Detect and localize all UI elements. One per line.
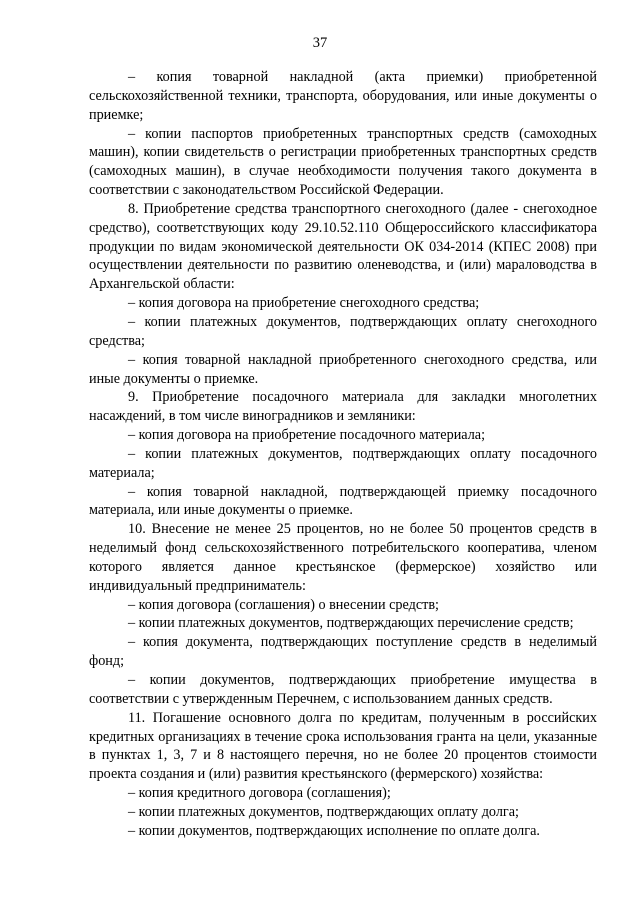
paragraph-item-planting-invoice: – копия товарной накладной, подтверждающей приемку посадочного материала, или иные документы о приемке.	[89, 483, 597, 519]
paragraph-section-8: 8. Приобретение средства транспортного снегоходного (далее - снегоходное средство), соответствующих коду 29.10.52.110 Общероссийского классификатора продукции по видам экономической деятельности ОК 034-2014 (КПЕС 2008) при осуществлении деятельности по развитию оленеводства, и (или) мараловодства в Архангельской области:	[89, 200, 597, 293]
paragraph-item-planting-payment: – копии платежных документов, подтверждающих оплату посадочного материала;	[89, 445, 597, 481]
paragraph-section-10: 10. Внесение не менее 25 процентов, но не более 50 процентов средств в неделимый фонд сельскохозяйственного потребительского кооператива, членом которого является данное крестьянское (фермерское) хозяйство или индивидуальный предприниматель:	[89, 521, 597, 594]
paragraph-item-snowmobile-contract: – копия договора на приобретение снегоходного средства;	[128, 295, 480, 312]
paragraph-item-receipt-document: – копия документа, подтверждающих поступление средств в неделимый фонд;	[89, 634, 597, 670]
paragraph-item-property-acquisition: – копии документов, подтверждающих приобретение имущества в соответствии с утвержденным Перечнем, с использованием данных средств.	[89, 672, 597, 707]
paragraph-item-snowmobile-payment: – копии платежных документов, подтверждающих оплату снегоходного средства;	[89, 313, 597, 349]
paragraph-item-debt-payment: – копии платежных документов, подтверждающих оплату долга;	[128, 803, 519, 820]
paragraph-item-invoice-machinery: – копия товарной накладной (акта приемки) приобретенной сельскохозяйственной техники, транспорта, оборудования, или иные документы о приемке;	[89, 69, 597, 123]
paragraph-item-contribution-agreement: – копия договора (соглашения) о внесении средств;	[128, 596, 439, 613]
document-body	[89, 68, 597, 841]
paragraph-section-11: 11. Погашение основного долга по кредитам, полученным в российских кредитных организациях в течение срока использования гранта на цели, указанные в пунктах 1, 3, 7 и 8 настоящего перечня, но не более 20 процентов стоимости проекта создания и (или) развития крестьянского (фермерского) хозяйства:	[89, 709, 597, 783]
paragraph-item-credit-agreement: – копия кредитного договора (соглашения);	[128, 785, 391, 802]
paragraph-item-planting-contract: – копия договора на приобретение посадочного материала;	[128, 427, 486, 444]
page-number: 37	[312, 35, 328, 51]
paragraph-item-transfer-payment: – копии платежных документов, подтверждающих перечисление средств;	[128, 615, 574, 632]
paragraph-item-snowmobile-invoice: – копия товарной накладной приобретенного снегоходного средства, или иные документы о приемке.	[89, 351, 597, 387]
paragraph-item-vehicle-passports: – копии паспортов приобретенных транспортных средств (самоходных машин), копии свидетельств о регистрации приобретенных транспортных средств (самоходных машин), в случае необходимости получения такого документа в соответствии с законодательством Российской Федерации.	[89, 125, 597, 199]
paragraph-section-9: 9. Приобретение посадочного материала для закладки многолетних насаждений, в том числе виноградников и земляники:	[89, 389, 597, 425]
paragraph-item-debt-execution: – копии документов, подтверждающих исполнение по оплате долга.	[128, 822, 540, 839]
